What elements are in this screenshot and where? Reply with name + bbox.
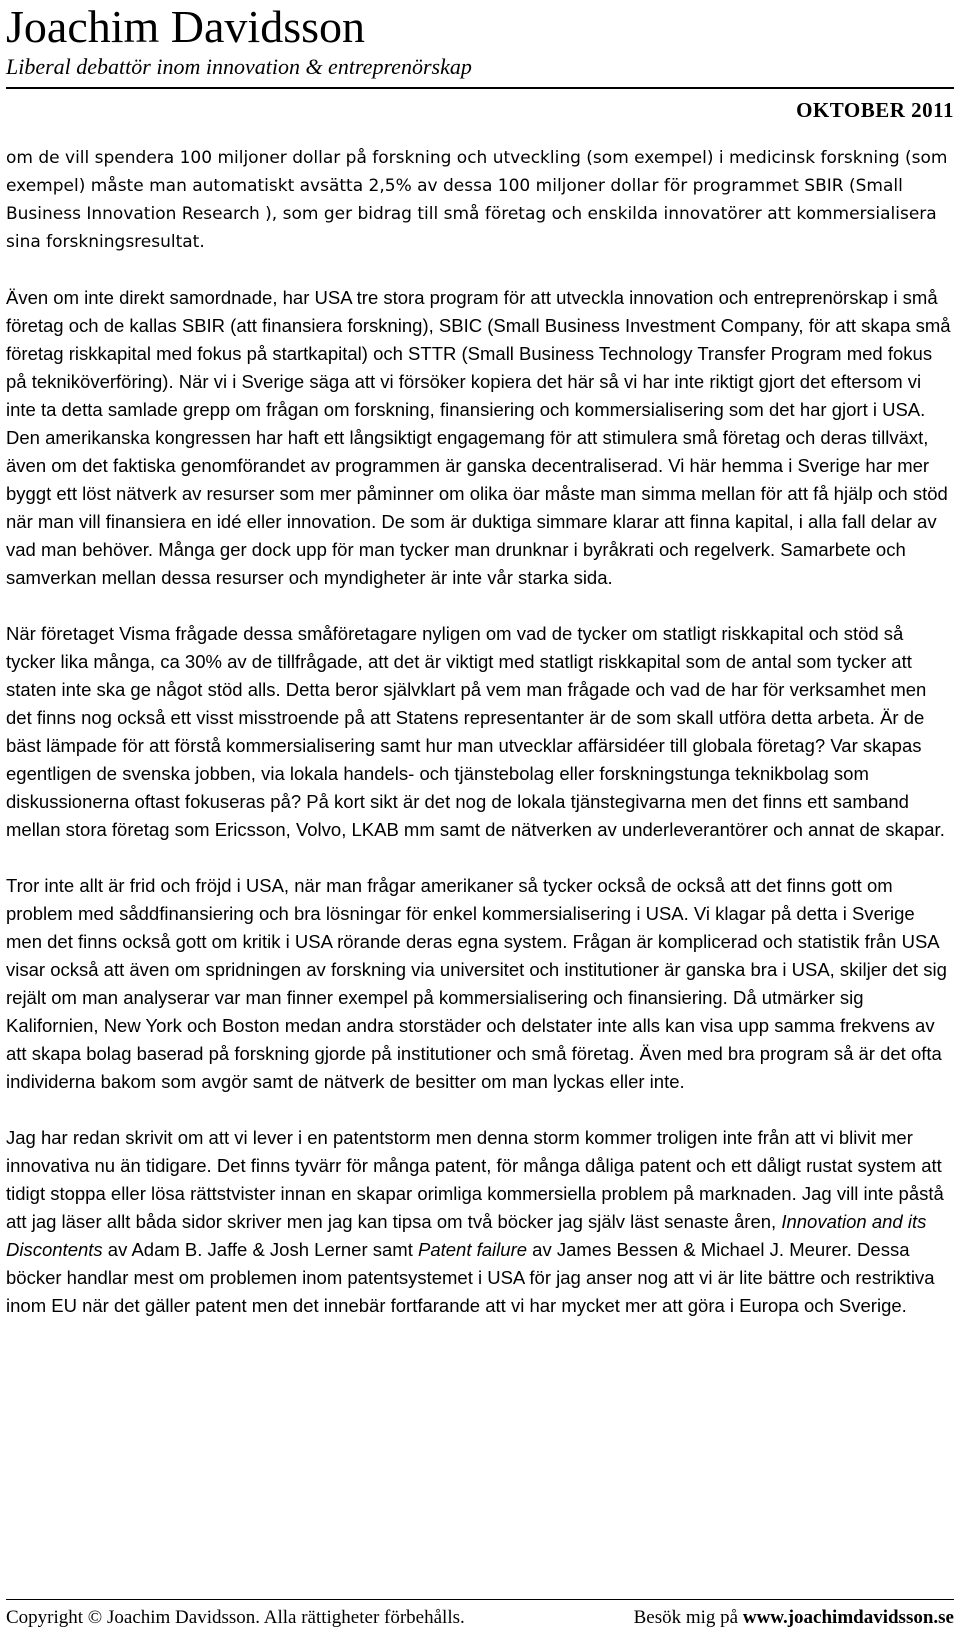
article-paragraph [6,620,954,844]
article-paragraph [6,872,954,1096]
book-title: Innovation and its Discontents [6,1211,927,1260]
copyright-notice: Copyright © Joachim Davidsson. Alla rättigheter förbehålls. [6,1607,465,1628]
paragraph-text: Även om inte direkt samordnade, har USA tre stora program för att utveckla innovation och entreprenörskap i små företag och de kallas SBIR (att finansiera forskning), SBIC (Small Business Investment Company, för att skapa små företag riskkapital med fokus på startkapital) och STTR (Small Business Technology Transfer Program med fokus på tekniköverföring). När vi i Sverige säga att vi försöker kopiera det här så vi har inte riktigt gjort det eftersom vi inte ta detta samlade grepp om frågan om forskning, finansiering och kommersialisering som det har gjort i USA. Den amerikanska kongressen har haft ett långsiktigt engagemang för att stimulera små företag och deras tillväxt, även om det faktiska genomförandet av programmen är ganska decentraliserad. Vi här hemma i Sverige har mer byggt ett löst nätverk av resurser som mer påminner om olika öar måste man simma mellan för att få hjälp och stöd när man vill finansiera en idé eller innovation. De som är duktiga simmare klarar att finna kapital, i alla fall delar av vad man behöver. Många ger dock upp för man tycker man drunknar i byråkrati och regelverk. Samarbete och samverkan mellan dessa resurser och myndigheter är inte vår starka sida. [6,287,951,588]
article-body [6,144,954,1348]
paragraph-text: av Adam B. Jaffe & Josh Lerner samt [102,1239,418,1260]
issue-month: OKTOBER 2011 [796,98,954,122]
article-paragraph [6,1124,954,1320]
paragraph-text: När företaget Visma frågade dessa småföretagare nyligen om vad de tycker om statligt riskkapital och stöd så tycker lika många, ca 30% av de tillfrågade, att det är viktigt med statligt riskkapital som de antal som tycker att staten inte ska ge något stöd alls. Detta beror självklart på vem man frågade och vad de har för verksamhet men det finns nog också ett visst misstroende på att Statens representanter är de som skall utföra detta arbeta. Är de bäst lämpade för att förstå kommersialisering samt hur man utvecklar affärsidéer till globala företag? Var skapas egentligen de svenska jobben, via lokala handels- och tjänstebolag eller forskningstunga teknikbolag som diskussionerna oftast fokuseras på? På kort sikt är det nog de lokala tjänstegivarna men det finns ett samband mellan stora företag som Ericsson, Volvo, LKAB mm samt de nätverken av underleverantörer och annat de skapar. [6,623,945,840]
article-paragraph [6,144,954,256]
paragraph-text: Tror inte allt är frid och fröjd i USA, när man frågar amerikaner så tycker också de också att det finns gott om problem med såddfinansiering och bra lösningar för enkel kommersialisering i USA. Vi klagar på detta i Sverige men det finns också gott om kritik i USA rörande deras egna system. Frågan är komplicerad och statistik från USA visar också att även om spridningen av forskning via universitet och institutioner är ganska bra i USA, skiljer det sig rejält om man analyserar var man finner exempel på kommersialisering och finansiering. Då utmärker sig Kalifornien, New York och Boston medan andra storstäder och delstater inte alls kan visa upp samma frekvens av att skapa bolag baserad på forskning gjorde på institutioner och små företag. Även med bra program så är det ofta individerna bakom som avgör samt de nätverk de besitter om man lyckas eller inte. [6,875,947,1092]
header-divider [6,87,954,89]
author-name: Joachim Davidsson [6,1,366,52]
article-paragraph [6,284,954,592]
footer-divider [6,1599,954,1600]
visit-label: Besök mig på [633,1607,739,1628]
paragraph-text: Jag har redan skrivit om att vi lever i en patentstorm men denna storm kommer troligen inte från att vi blivit mer innovativa nu än tidigare. Det finns tyvärr för många patent, för många dåliga patent och ett dåligt rustat system att tidigt stoppa eller lösa rättstvister innan en skapar orimliga kommersiella problem på marknaden. Jag vill inte påstå att jag läser allt båda sidor skriver men jag kan tipsa om två böcker jag själv läst senaste åren, [6,1127,944,1232]
website-link[interactable]: www.joachimdavidsson.se [742,1607,954,1628]
author-tagline: Liberal debattör inom innovation & entreprenörskap [6,54,472,79]
paragraph-text: av James Bessen & Michael J. Meurer. Dessa böcker handlar mest om problemen inom patentsystemet i USA för jag anser nog att vi är lite bättre och restriktiva inom EU när det gäller patent men det innebär fortfarande att vi har mycket mer att göra i Europa och Sverige. [6,1239,935,1316]
website-notice [634,1606,954,1630]
book-title: Patent failure [418,1239,528,1260]
paragraph-text: om de vill spendera 100 miljoner dollar på forskning och utveckling (som exempel) i medicinsk forskning (som exempel) måste man automatiskt avsätta 2,5% av dessa 100 miljoner dollar för programmet SBIR (Small Business Innovation Research ), som ger bidrag till små företag och enskilda innovatörer att kommersialisera sina forskningsresultat. [6,148,948,252]
page-header [6,0,954,80]
